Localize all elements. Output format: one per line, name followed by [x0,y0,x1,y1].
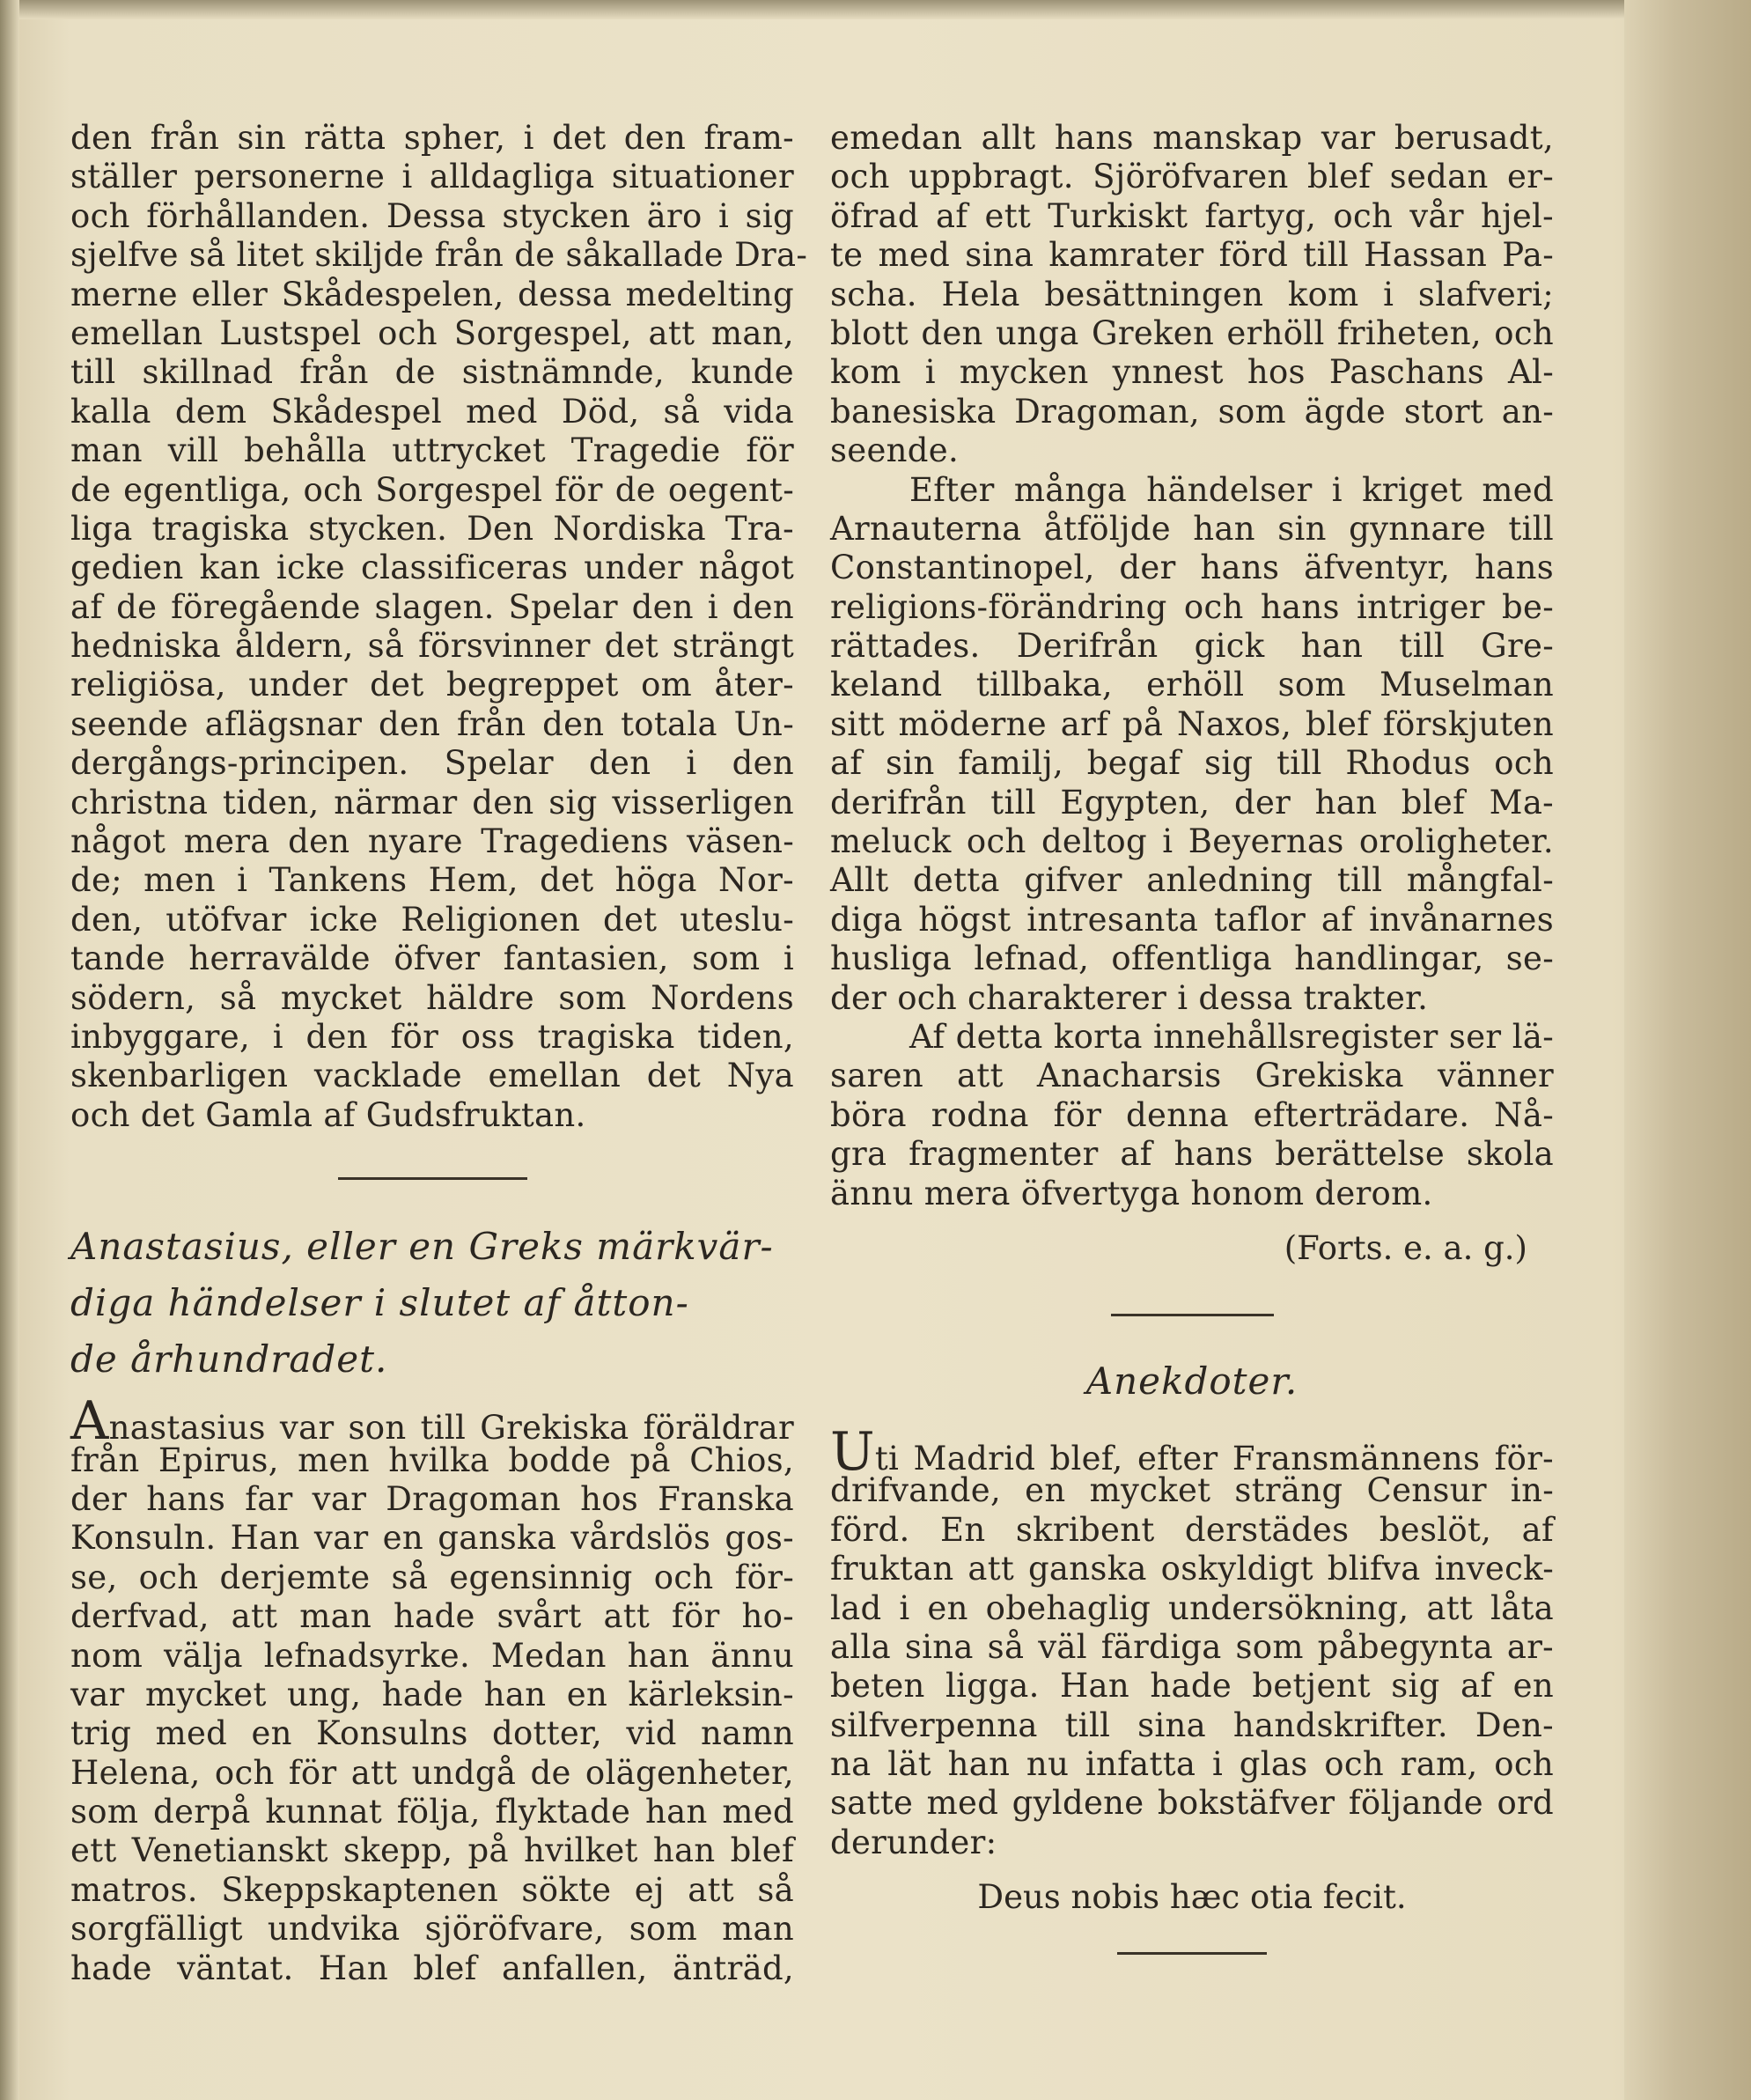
text-line: satte med gyldene bokstäfver följande ord [830,1784,1554,1823]
text-line: derfvad, att man hade svårt att för ho- [70,1597,794,1636]
right-paragraph-1 [830,119,1554,471]
article-title [70,1219,794,1388]
text-line: den, utöfvar icke Religionen det uteslu- [70,900,794,939]
page-top-shadow [0,0,1751,19]
text-line: hade väntat. Han blef anfallen, änträd, [70,1949,794,1987]
text-line: der hans far var Dragoman hos Franska [70,1479,794,1518]
text-line: var mycket ung, hade han en kärleksin- [70,1675,794,1713]
text-line: södern, så mycket häldre som Nordens [70,978,794,1017]
text-line: man vill behålla uttrycket Tragedie för [70,431,794,470]
text-line: kalla dem Skådespel med Död, så vida [70,392,794,431]
text-line: och uppbragt. Sjöröfvaren blef sedan er- [830,158,1554,196]
text-line: Helena, och för att undgå de olägenheter, [70,1753,794,1792]
text-line: scha. Hela besättningen kom i slafveri; [830,275,1554,313]
text-span: ti Madrid blef, efter Fransmännens för- [874,1439,1554,1477]
text-line: ännu mera öfvertyga honom derom. [830,1174,1433,1212]
right-column [830,119,1554,1955]
text-line: husliga lefnad, offentliga handlingar, se- [830,939,1554,978]
text-line: emellan Lustspel och Sorgespel, att man, [70,313,794,352]
text-line: sorgfälligt undvika sjöröfvare, som man [70,1910,794,1949]
text-line: något mera den nyare Tragediens väsen- [70,822,794,861]
right-paragraph-2 [830,471,1554,1018]
text-line: matros. Skeppskaptenen sökte ej att så [70,1870,794,1909]
text-line: öfrad af ett Turkiskt fartyg, och vår hjel- [830,196,1554,235]
left-paragraph-2 [70,1390,794,1988]
text-line: emedan allt hans manskap var berusadt, [830,119,1554,157]
continuation-note: (Forts. e. a. g.) [1284,1228,1527,1267]
text-line: christna tiden, närmar den sig visserligen [70,783,794,822]
text-line: kom i mycken ynnest hos Paschans Al- [830,353,1554,392]
text-line: der och charakterer i dessa trakter. [830,978,1429,1017]
text-line: seende aflägsnar den från den totala Un- [70,704,794,743]
text-span: nastasius var son till Grekiska föräldrar [108,1409,794,1448]
text-line: dergångs-principen. Spelar den i den [70,744,794,783]
left-paragraph-1 [70,119,808,1135]
text-line: från Epirus, men hvilka bodde på Chios, [70,1441,794,1479]
text-line: de egentliga, och Sorgespel för de oegent- [70,470,794,509]
text-line: keland tillbaka, erhöll som Muselman [830,666,1554,704]
right-paragraph-4 [830,1420,1554,1862]
text-line: Allt detta gifver anledning till mångfal- [830,861,1554,900]
text-line: meluck och deltog i Beyernas oroligheter. [830,822,1554,861]
text-line: na lät han nu infatta i glas och ram, och [830,1745,1554,1784]
text-line: blott den unga Greken erhöll friheten, och [830,313,1554,352]
text-line: trig med en Konsulns dotter, vid namn [70,1714,794,1753]
right-paragraph-3 [830,1018,1554,1213]
text-line: rättades. Derifrån gick han till Gre- [830,627,1554,666]
text-line: ställer personerne i alldagliga situationer [70,158,794,196]
text-line: förd. En skribent derstädes beslöt, af [830,1510,1554,1549]
text-line: religiösa, under det begreppet om åter- [70,666,794,704]
text-line: silfverpenna till sina handskrifter. Den- [830,1706,1554,1744]
text-line: seende. [830,431,960,470]
text-line: Af detta korta innehållsregister ser lä- [909,1017,1554,1056]
text-line: derifrån till Egypten, der han blef Ma- [830,783,1554,822]
text-line: och förhållanden. Dessa stycken äro i sig [70,196,794,235]
text-line: gra fragmenter af hans berättelse skola [830,1135,1554,1174]
drop-cap: U [830,1420,875,1483]
text-line: lad i en obehaglig undersökning, att låta [830,1588,1554,1627]
text-line: de; men i Tankens Hem, det höga Nor- [70,861,794,900]
end-divider [1117,1952,1267,1955]
text-line: merne eller Skådespelen, dessa medelting [70,275,794,313]
text-line: nom välja lefnadsyrke. Medan han ännu [70,1636,794,1675]
text-line: af de föregående slagen. Spelar den i den [70,587,794,626]
text-line: te med sina kamrater förd till Hassan Pa- [830,236,1554,275]
text-line: af sin familj, begaf sig till Rhodus och [830,744,1554,783]
text-line: saren att Anacharsis Grekiska vänner [830,1057,1554,1095]
text-line: liga tragiska stycken. Den Nordiska Tra- [70,509,794,548]
section-title: Anekdoter. [1085,1359,1299,1403]
text-line: och det Gamla af Gudsfruktan. [70,1095,586,1134]
text-line: banesiska Dragoman, som ägde stort an- [830,392,1554,431]
text-line: Constantinopel, der hans äfventyr, hans [830,549,1554,587]
text-line: sjelfve så litet skiljde från de såkallade Dra- [70,236,808,275]
text-line: Konsuln. Han var en ganska vårdslös gos- [70,1519,794,1558]
text-line: Efter många händelser i kriget med [909,470,1554,509]
text-line: böra rodna för denna efterträdare. Nå- [830,1095,1554,1134]
text-line: den från sin rätta spher, i det den fram- [70,119,794,157]
left-column [70,119,808,1988]
text-line: diga högst intresanta taflor af invånarnes [830,900,1554,939]
drop-cap: A [70,1390,109,1453]
text-line [70,1390,794,1453]
text-line: Arnauterna åtföljde han sin gynnare till [830,509,1554,548]
text-line: inbyggare, i den för oss tragiska tiden, [70,1017,794,1056]
text-line: gedien kan icke classificeras under något [70,549,794,587]
text-line: fruktan att ganska oskyldigt blifva inveck- [830,1550,1554,1588]
text-line: tande herravälde öfver fantasien, som i [70,939,794,978]
text-line: beten ligga. Han hade betjent sig af en [830,1667,1554,1706]
text-line: sitt möderne arf på Naxos, blef förskjuten [830,704,1554,743]
text-line [830,1420,1554,1483]
text-line: hedniska åldern, så försvinner det strängt [70,627,794,666]
text-line: som derpå kunnat följa, flyktade han med [70,1793,794,1831]
text-line: ett Venetianskt skepp, på hvilket han blef [70,1831,794,1870]
text-line: alla sina så väl färdiga som påbegynta ar- [830,1627,1554,1666]
title-line: de århundradet. [70,1337,388,1382]
text-line: skenbarligen vacklade emellan det Nya [70,1057,794,1095]
title-line: Anastasius, eller en Greks märkvär- [70,1225,774,1269]
text-line: drifvande, en mycket sträng Censur in- [830,1471,1554,1510]
page-binding-edge [0,0,19,2100]
text-line: till skillnad från de sistnämnde, kunde [70,353,794,392]
title-line: diga händelser i slutet af åtton- [70,1281,689,1325]
text-line: religions-förändring och hans intriger be- [830,587,1554,626]
text-line: se, och derjemte så egensinnig och för- [70,1558,794,1596]
text-line: derunder: [830,1823,997,1861]
latin-motto: Deus nobis hæc otia fecit. [977,1878,1407,1917]
page-fore-edge [1624,0,1751,2100]
